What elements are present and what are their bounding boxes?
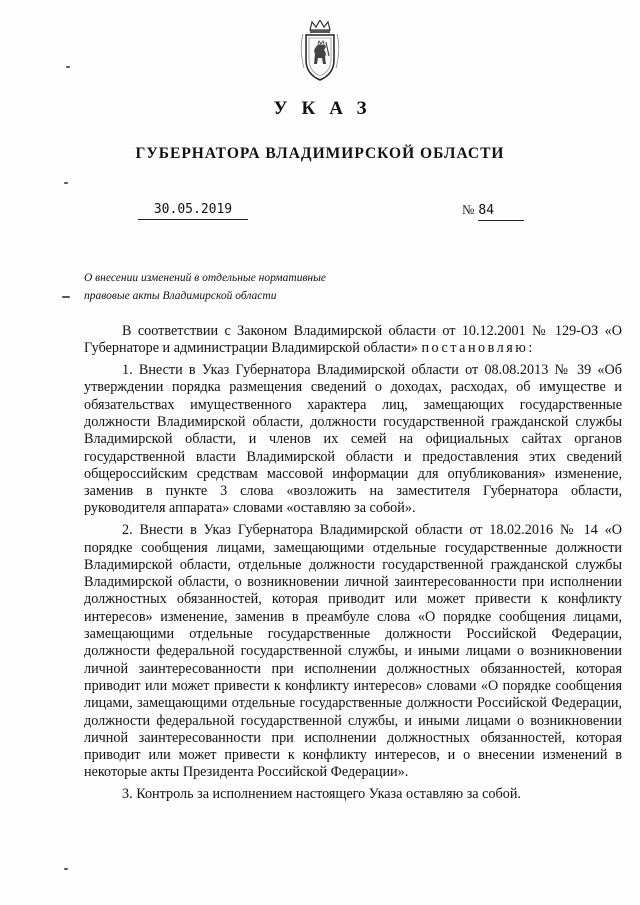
document-number-block bbox=[462, 202, 524, 221]
document-title: УКАЗ bbox=[273, 98, 381, 119]
number-label: № bbox=[462, 202, 475, 217]
intro-paragraph bbox=[84, 323, 622, 358]
body-paragraph-2: 2. Внести в Указ Губернатора Владимирской области от 18.02.2016 № 14 «О порядке сообщения лицами, замещающими отдельные государственные должности Владимирской области, отдельные должности государственной гражданской службы Владимирской области, о возникновении личной заинтересованности при исполнении должностных обязанностей, которая приводит или может привести к конфликту интересов» изменение, заменив в преамбуле слова «О порядке сообщения лицами, замещающими отдельные государственные должности Российской Федерации, должности федеральной государственной службы, и иными лицами о возникновении личной заинтересованности при исполнении должностных обязанностей, которая приводит или может привести к конфликту интересов» словами «О порядке сообщения лицами, замещающими отдельные государственные должности Российской Федерации, должности федеральной государственной службы, и иными лицами о возникновении личной заинтересованности при исполнении должностных обязанностей, которая приводит или может привести к конфликту интересов, и о внесении изменений в некоторые акты Президента Российской Федерации». bbox=[84, 522, 622, 781]
subject-line: правовые акты Владимирской области bbox=[84, 290, 277, 302]
scan-speck bbox=[62, 296, 70, 298]
scan-speck bbox=[66, 66, 70, 68]
scan-speck bbox=[64, 182, 68, 184]
intro-resolve: постановляю: bbox=[421, 340, 535, 357]
document-date: 30.05.2019 bbox=[138, 202, 248, 220]
body-paragraph-3: 3. Контроль за исполнением настоящего Указа оставляю за собой. bbox=[122, 786, 521, 803]
vladimir-region-coat-of-arms-icon bbox=[298, 20, 342, 82]
document-number: 84 bbox=[478, 203, 524, 221]
document-subject bbox=[84, 269, 384, 305]
document-subtitle: ГУБЕРНАТОРА ВЛАДИМИРСКОЙ ОБЛАСТИ bbox=[135, 145, 505, 162]
intro-text: В соответствии с Законом Владимирской области от 10.12.2001 № 129-ОЗ «О Губернаторе и администрации Владимирской области» bbox=[84, 323, 622, 357]
body-paragraph-1: 1. Внести в Указ Губернатора Владимирской области от 08.08.2013 № 39 «Об утверждении порядка размещения сведений о доходах, расходах, об имуществе и обязательствах имущественного характера лиц, замещающих государственные должности Владимирской области, должности государственной гражданской службы Владимирской области, и членов их семей на официальных сайтах органов государственной власти Владимирской области и предоставления этих сведений общероссийским средствам массовой информации для опубликования» изменение, заменив в пункте 3 слова «возложить на заместителя Губернатора области, руководителя аппарата» словами «оставляю за собой». bbox=[84, 362, 622, 517]
document-body bbox=[84, 323, 622, 808]
scan-speck bbox=[64, 868, 68, 870]
subject-line: О внесении изменений в отдельные нормативные bbox=[84, 272, 327, 284]
